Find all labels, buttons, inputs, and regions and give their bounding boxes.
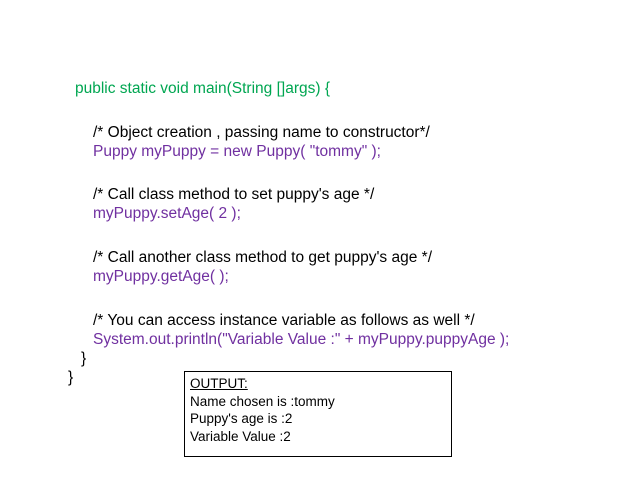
output-line-variable: Variable Value :2 (190, 428, 291, 444)
comment-get-age: /* Call another class method to get puppy's age */ (93, 249, 432, 266)
closing-brace-method: } (81, 350, 87, 367)
output-line-age: Puppy's age is :2 (190, 411, 293, 426)
statement-set-age: myPuppy.setAge( 2 ); (93, 205, 241, 222)
main-method-signature: public static void main(String []args) { (75, 80, 330, 97)
output-title: OUTPUT: (190, 376, 248, 391)
output-line-name: Name chosen is :tommy (190, 393, 335, 409)
output-box (184, 371, 452, 457)
comment-object-creation: /* Object creation , passing name to constructor*/ (93, 124, 430, 141)
comment-set-age: /* Call class method to set puppy's age */ (93, 186, 375, 203)
statement-get-age: myPuppy.getAge( ); (93, 268, 229, 285)
statement-object-creation: Puppy myPuppy = new Puppy( "tommy" ); (93, 143, 381, 160)
statement-println: System.out.println("Variable Value :" + myPuppy.puppyAge ); (93, 331, 510, 348)
comment-access-variable: /* You can access instance variable as follows as well */ (93, 312, 475, 329)
closing-brace-class: } (68, 369, 74, 386)
